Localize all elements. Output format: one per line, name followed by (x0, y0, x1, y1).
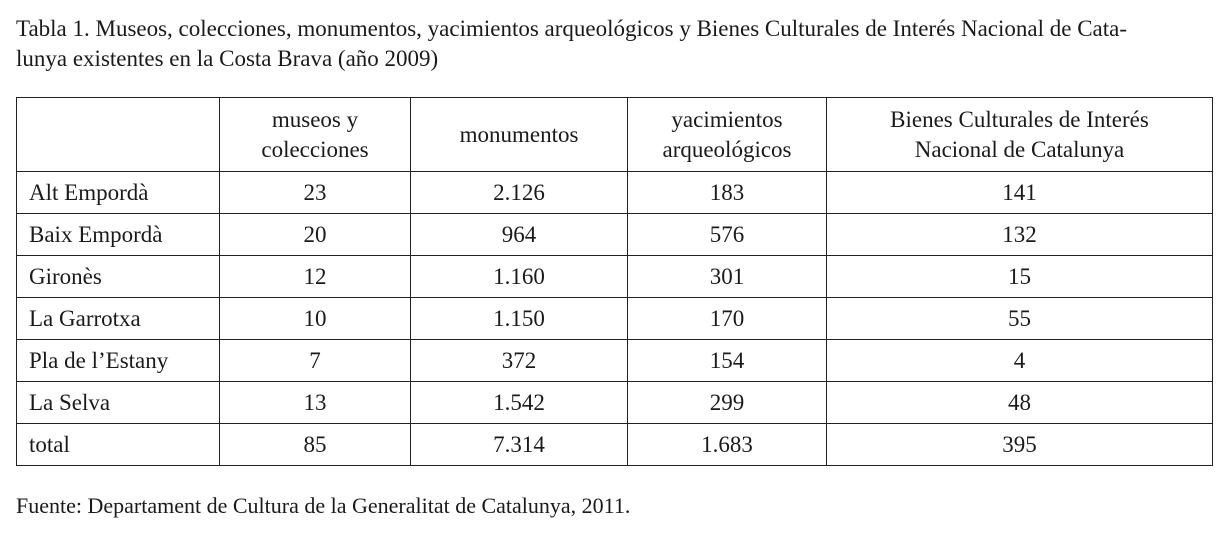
cell-monumentos: 2.126 (411, 172, 628, 214)
cell-bienes: 395 (827, 424, 1213, 466)
header-yacimientos: yacimientos arqueológicos (628, 98, 827, 172)
cell-bienes: 132 (827, 214, 1213, 256)
table-row-total (17, 424, 1213, 466)
cell-museos: 13 (220, 382, 411, 424)
cell-museos: 10 (220, 298, 411, 340)
row-label: La Selva (17, 382, 220, 424)
cell-museos: 7 (220, 340, 411, 382)
table-row (17, 298, 1213, 340)
cell-museos: 85 (220, 424, 411, 466)
header-bienes-culturales: Bienes Culturales de Interés Nacional de Catalunya (827, 98, 1213, 172)
cell-museos: 20 (220, 214, 411, 256)
cell-bienes: 15 (827, 256, 1213, 298)
header-monumentos: monumentos (411, 98, 628, 172)
table-row (17, 340, 1213, 382)
cell-yacimientos: 301 (628, 256, 827, 298)
table-row (17, 382, 1213, 424)
cell-monumentos: 372 (411, 340, 628, 382)
row-label: Alt Empordà (17, 172, 220, 214)
row-label: Gironès (17, 256, 220, 298)
cell-monumentos: 1.160 (411, 256, 628, 298)
cell-monumentos: 7.314 (411, 424, 628, 466)
cell-monumentos: 964 (411, 214, 628, 256)
row-label: total (17, 424, 220, 466)
header-empty (17, 98, 220, 172)
row-label: La Garrotxa (17, 298, 220, 340)
row-label: Pla de l’Estany (17, 340, 220, 382)
caption-line-1: Tabla 1. Museos, colecciones, monumentos, yacimientos arqueológicos y Bienes Culturales de Interés Nacional de Cata- (16, 16, 1128, 41)
source-note: Fuente: Departament de Cultura de la Generalitat de Catalunya, 2011. (16, 493, 631, 518)
cell-museos: 12 (220, 256, 411, 298)
cell-yacimientos: 154 (628, 340, 827, 382)
cell-yacimientos: 170 (628, 298, 827, 340)
cell-yacimientos: 1.683 (628, 424, 827, 466)
table-row (17, 172, 1213, 214)
cell-bienes: 48 (827, 382, 1213, 424)
row-label: Baix Empordà (17, 214, 220, 256)
cell-yacimientos: 299 (628, 382, 827, 424)
cell-yacimientos: 183 (628, 172, 827, 214)
header-museos: museos y colecciones (220, 98, 411, 172)
table-row (17, 214, 1213, 256)
data-table (16, 97, 1213, 466)
table-row (17, 256, 1213, 298)
cell-yacimientos: 576 (628, 214, 827, 256)
cell-bienes: 141 (827, 172, 1213, 214)
cell-monumentos: 1.542 (411, 382, 628, 424)
header-row (17, 98, 1213, 172)
caption-line-2: lunya existentes en la Costa Brava (año 2009) (16, 46, 439, 71)
cell-monumentos: 1.150 (411, 298, 628, 340)
table-caption (16, 14, 1216, 74)
cell-bienes: 55 (827, 298, 1213, 340)
cell-museos: 23 (220, 172, 411, 214)
cell-bienes: 4 (827, 340, 1213, 382)
